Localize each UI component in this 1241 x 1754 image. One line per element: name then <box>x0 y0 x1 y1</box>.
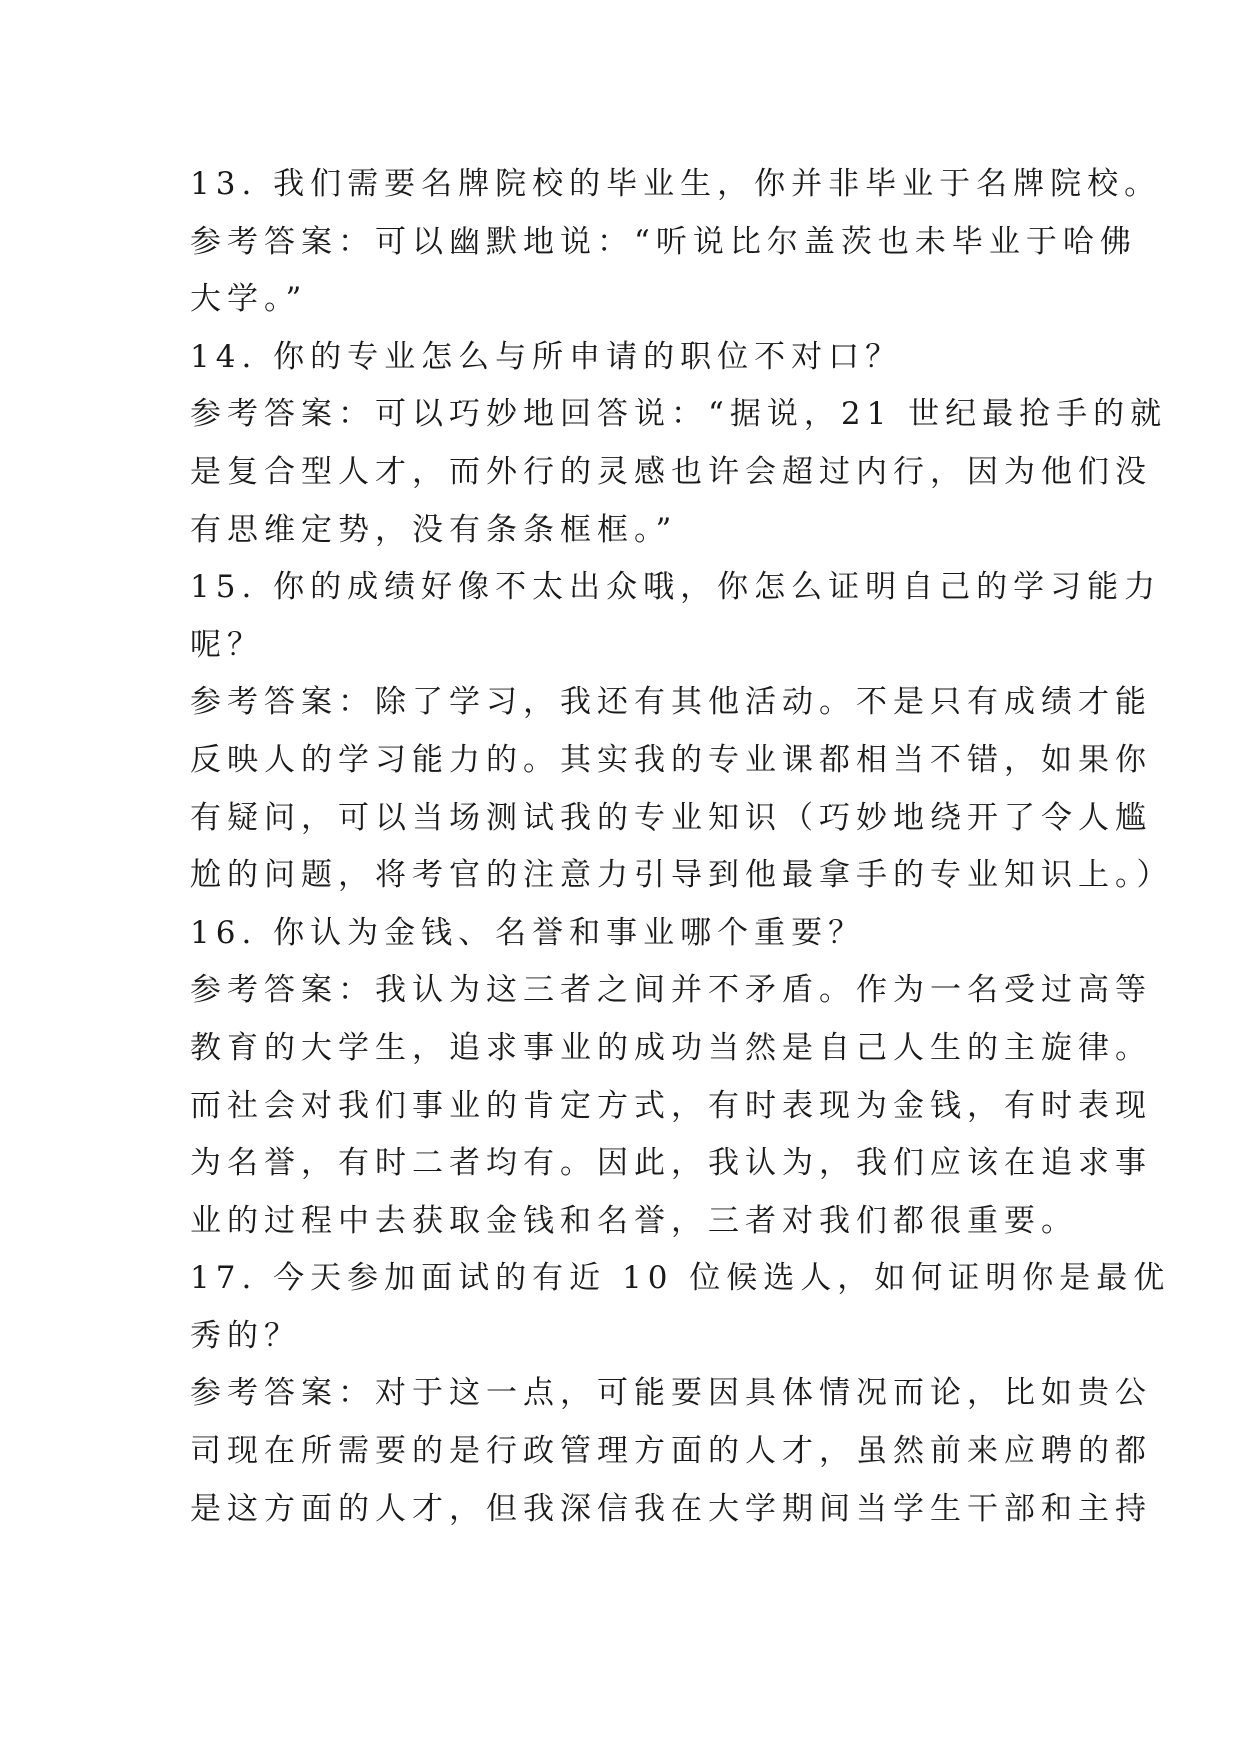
answer-14-line-3: 有思维定势，没有条条框框。” <box>190 511 678 548</box>
answer-13-line-1: 参考答案：可以幽默地说：“听说比尔盖茨也未毕业于哈佛 <box>190 223 1137 260</box>
answer-16-line-2: 教育的大学生，追求事业的成功当然是自己人生的主旋律。 <box>190 1029 1152 1066</box>
answer-16-line-1: 参考答案：我认为这三者之间并不矛盾。作为一名受过高等 <box>190 972 1152 1009</box>
question-17-line-1: 17. 今天参加面试的有近 10 位候选人，如何证明你是最优 <box>190 1260 1171 1297</box>
answer-15-line-3: 有疑问，可以当场测试我的专业知识（巧妙地绕开了令人尴 <box>190 799 1152 836</box>
answer-13-line-2: 大学。” <box>190 281 308 318</box>
answer-16-line-5: 业的过程中去获取金钱和名誉，三者对我们都很重要。 <box>190 1202 1078 1239</box>
answer-15-line-2: 反映人的学习能力的。其实我的专业课都相当不错，如果你 <box>190 741 1152 778</box>
answer-15-line-4: 尬的问题，将考官的注意力引导到他最拿手的专业知识上。） <box>190 857 1174 894</box>
question-14: 14. 你的专业怎么与所申请的职位不对口？ <box>190 338 903 375</box>
question-17-line-2: 秀的？ <box>190 1317 301 1354</box>
question-15-line-1: 15. 你的成绩好像不太出众哦，你怎么证明自己的学习能力 <box>190 569 1162 606</box>
body-text <box>190 156 1174 1538</box>
question-15-line-2: 呢？ <box>190 626 264 663</box>
question-13: 13. 我们需要名牌院校的毕业生，你并非毕业于名牌院校。 <box>190 166 1162 202</box>
answer-16-line-3: 而社会对我们事业的肯定方式，有时表现为金钱，有时表现 <box>190 1087 1152 1124</box>
answer-14-line-2: 是复合型人才，而外行的灵感也许会超过内行，因为他们没 <box>190 453 1152 490</box>
answer-17-line-3: 是这方面的人才，但我深信我在大学期间当学生干部和主持 <box>190 1490 1152 1527</box>
answer-17-line-2: 司现在所需要的是行政管理方面的人才，虽然前来应聘的都 <box>190 1433 1152 1470</box>
question-16: 16. 你认为金钱、名誉和事业哪个重要？ <box>190 914 866 951</box>
answer-17-line-1: 参考答案：对于这一点，可能要因具体情况而论，比如贵公 <box>190 1375 1152 1412</box>
answer-15-line-1: 参考答案：除了学习，我还有其他活动。不是只有成绩才能 <box>190 684 1152 721</box>
answer-14-line-1: 参考答案：可以巧妙地回答说：“据说，21 世纪最抢手的就 <box>190 396 1168 433</box>
answer-16-line-4: 为名誉，有时二者均有。因此，我认为，我们应该在追求事 <box>190 1145 1152 1182</box>
